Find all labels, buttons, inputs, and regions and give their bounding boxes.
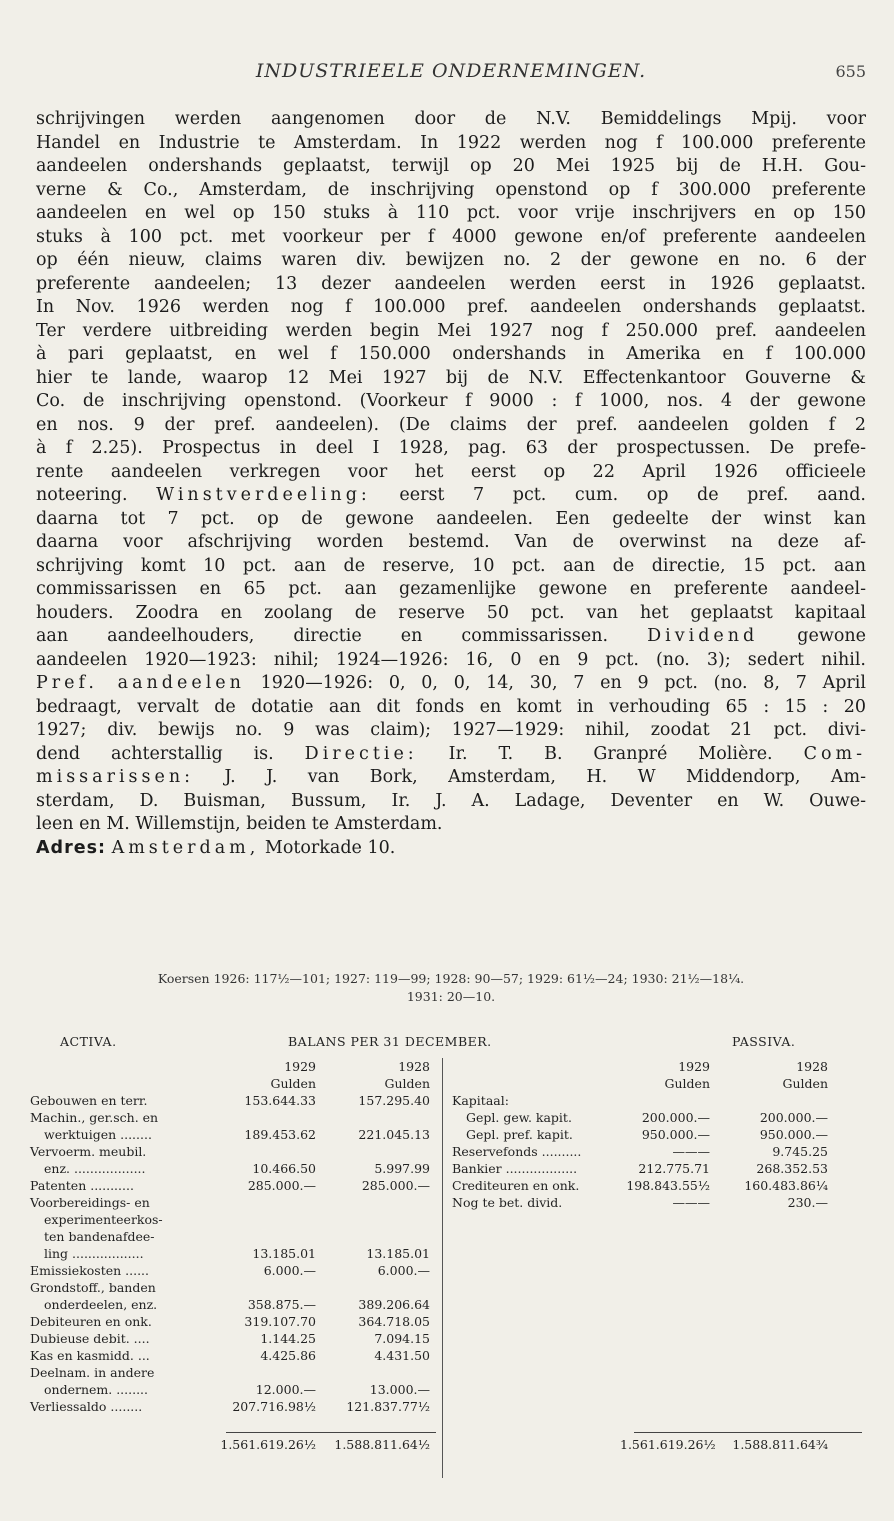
balance-row <box>452 1126 862 1143</box>
text-line: aandeelen 1920—1923: nihil; 1924—1926: 16, 0 en 9 pct. (no. 3); sedert nihil. <box>36 649 866 670</box>
balance-value-1928: 13.185.01 <box>366 1246 430 1261</box>
balance-row-label: enz. .................. <box>44 1161 146 1176</box>
balance-value-1929: 1.144.25 <box>260 1331 316 1346</box>
activa-heading: ACTIVA. <box>60 1034 117 1049</box>
balance-value-1929: 212.775.71 <box>638 1161 710 1176</box>
balance-row-label: Verliessaldo ........ <box>30 1399 143 1414</box>
balance-row <box>30 1194 440 1211</box>
text-line: stuks à 100 pct. met voorkeur per f 4000 gewone en/of preferente aandeelen <box>36 226 866 247</box>
text-line <box>36 837 866 861</box>
balance-row <box>30 1109 440 1126</box>
activa-column <box>30 1058 440 1415</box>
balance-row-label: Kas en kasmidd. ... <box>30 1348 150 1363</box>
text-line: à f 2.25). Prospectus in deel I 1928, pag. 63 der prospectussen. De prefe- <box>36 438 866 458</box>
year-1928: 1928 <box>796 1059 828 1074</box>
balance-row <box>30 1143 440 1160</box>
balance-row-label: Debiteuren en onk. <box>30 1314 152 1329</box>
year-header-row <box>30 1058 440 1075</box>
text-line <box>36 766 866 790</box>
address-label: Adres: <box>36 837 106 858</box>
text-fragment: 1920—1926: 0, 0, 0, 14, 30, 7 en 9 pct. (no. 8, 7 April <box>260 673 866 693</box>
text-line: leen en M. Willemstijn, beiden te Amsterdam. <box>36 814 443 834</box>
balance-row <box>30 1228 440 1245</box>
balance-row-label: onderdeelen, enz. <box>44 1297 158 1312</box>
passiva-totals <box>452 1436 862 1453</box>
balance-row <box>452 1143 862 1160</box>
balance-row-label: Nog te bet. divid. <box>452 1195 563 1210</box>
balance-row <box>30 1296 440 1313</box>
balance-value-1929: 4.425.86 <box>260 1348 316 1363</box>
page-title: INDUSTRIEELE ONDERNEMINGEN. <box>255 60 647 82</box>
currency-row <box>30 1075 440 1092</box>
section-term-directie: Directie: <box>304 743 418 764</box>
balance-value-1929: ——— <box>672 1195 710 1210</box>
balance-row <box>30 1245 440 1262</box>
balance-row-label: Grondstoff., banden <box>30 1280 156 1295</box>
balance-value-1929: 10.466.50 <box>252 1161 316 1176</box>
balance-value-1928: 7.094.15 <box>374 1331 430 1346</box>
balance-row-label: Machin., ger.sch. en <box>30 1110 159 1125</box>
balance-row-label: ling .................. <box>44 1246 144 1261</box>
text-line: hier te lande, waarop 12 Mei 1927 bij de N.V. Effectenkantoor Gouverne & <box>36 367 866 388</box>
balance-row-label: Crediteuren en onk. <box>452 1178 580 1193</box>
price-quotes-line: Koersen 1926: 117½—101; 1927: 119—99; 1928: 90—57; 1929: 61½—24; 1930: 21½—18¼. <box>157 971 745 986</box>
balance-row-label: Emissiekosten ...... <box>30 1263 150 1278</box>
balance-row <box>452 1160 862 1177</box>
balance-title: BALANS PER 31 DECEMBER. <box>288 1034 492 1049</box>
balance-value-1928: 5.997.99 <box>374 1161 430 1176</box>
balance-row-label: Bankier .................. <box>452 1161 578 1176</box>
body-paragraph <box>36 108 866 860</box>
balance-value-1929: ——— <box>672 1144 710 1159</box>
totals-rule <box>226 1432 436 1433</box>
total-1928: 1.588.811.64½ <box>334 1437 430 1452</box>
balance-row <box>30 1347 440 1364</box>
year-header-row <box>452 1058 862 1075</box>
text-line: rente aandeelen verkregen voor het eerst op 22 April 1926 officieele <box>36 461 866 482</box>
balance-row-label: Gebouwen en terr. <box>30 1093 148 1108</box>
balance-row-label: Deelnam. in andere <box>30 1365 155 1380</box>
balance-row-label: Gepl. gew. kapit. <box>466 1110 572 1125</box>
text-line: op één nieuw, claims waren div. bewijzen no. 2 der gewone en no. 6 der <box>36 250 866 270</box>
text-line: 1927; div. bewijs no. 9 was claim); 1927—1929: nihil, zoodat 21 pct. divi- <box>36 720 866 740</box>
balance-value-1929: 285.000.— <box>247 1178 316 1193</box>
text-fragment: aan aandeelhouders, directie en commissarissen. <box>36 626 609 646</box>
balance-row <box>30 1364 440 1381</box>
balance-row <box>30 1211 440 1228</box>
balance-row <box>30 1330 440 1347</box>
balance-row <box>30 1092 440 1109</box>
text-line: Handel en Industrie te Amsterdam. In 1922 werden nog f 100.000 preferente <box>36 132 866 153</box>
section-term-winstverdeeling: Winstverdeeling: <box>156 485 371 505</box>
text-fragment: noteering. <box>36 485 128 505</box>
price-quotes-line: 1931: 20—10. <box>406 989 496 1004</box>
total-1929: 1.561.619.26½ <box>220 1437 316 1452</box>
text-line: aandeelen en wel op 150 stuks à 110 pct. voor vrije inschrijvers en op 150 <box>36 203 866 223</box>
text-line: bedraagt, vervalt de dotatie aan dit fonds en komt in verhouding 65 : 15 : 20 <box>36 696 866 717</box>
balance-row <box>30 1126 440 1143</box>
balance-value-1928: 221.045.13 <box>358 1127 430 1142</box>
balance-value-1929: 950.000.— <box>641 1127 710 1142</box>
text-line: verne & Co., Amsterdam, de inschrijving openstond op f 300.000 preferente <box>36 179 866 200</box>
balance-value-1928: 285.000.— <box>361 1178 430 1193</box>
currency-label: Gulden <box>782 1076 828 1091</box>
balance-row <box>452 1109 862 1126</box>
balance-row <box>452 1092 862 1109</box>
address-city: Amsterdam, <box>111 837 260 858</box>
balance-value-1929: 189.453.62 <box>244 1127 316 1142</box>
currency-label: Gulden <box>270 1076 316 1091</box>
text-line: Ter verdere uitbreiding werden begin Mei 1927 nog f 250.000 pref. aandeelen <box>36 320 866 341</box>
balance-value-1929: 358.875.— <box>247 1297 316 1312</box>
text-fragment: eerst 7 pct. cum. op de pref. aand. <box>399 485 866 505</box>
balance-value-1929: 200.000.— <box>641 1110 710 1125</box>
balance-value-1928: 13.000.— <box>369 1382 430 1397</box>
balance-row <box>30 1177 440 1194</box>
year-1929: 1929 <box>678 1059 710 1074</box>
balance-row-label: werktuigen ........ <box>44 1127 152 1142</box>
text-line: preferente aandeelen; 13 dezer aandeelen werden eerst in 1926 geplaatst. <box>36 273 866 294</box>
section-term-com: Com- <box>803 743 866 764</box>
text-line: houders. Zoodra en zoolang de reserve 50 pct. van het geplaatst kapitaal <box>36 602 866 623</box>
text-line: aandeelen ondershands geplaatst, terwijl op 20 Mei 1925 bij de H.H. Gou- <box>36 156 866 176</box>
balance-value-1928: 200.000.— <box>759 1110 828 1125</box>
text-fragment: gewone <box>797 626 866 646</box>
balance-value-1929: 6.000.— <box>263 1263 316 1278</box>
balance-row <box>452 1177 862 1194</box>
balance-row <box>30 1279 440 1296</box>
balance-sheet <box>30 1034 870 1452</box>
balance-row-label: Voorbereidings- en <box>30 1195 150 1210</box>
total-1929: 1.561.619.26½ <box>620 1437 716 1452</box>
text-line: en nos. 9 der pref. aandeelen). (De claims der pref. aandeelen golden f 2 <box>36 414 866 435</box>
balance-value-1928: 950.000.— <box>759 1127 828 1142</box>
text-line: In Nov. 1926 werden nog f 100.000 pref. aandeelen ondershands geplaatst. <box>36 297 866 317</box>
section-term-commissarissen: missarissen: <box>36 767 195 787</box>
balance-row-label: Reservefonds .......... <box>452 1144 582 1159</box>
section-term-pref-aandeelen: Pref. aandeelen <box>36 673 245 693</box>
balance-value-1929: 207.716.98½ <box>232 1399 316 1414</box>
balance-value-1928: 157.295.40 <box>358 1093 430 1108</box>
text-line <box>36 672 866 696</box>
balance-value-1928: 6.000.— <box>377 1263 430 1278</box>
balance-row-label: Kapitaal: <box>452 1093 509 1108</box>
section-term-dividend: Dividend <box>647 626 759 646</box>
balance-value-1929: 198.843.55½ <box>626 1178 710 1193</box>
address-street: Motorkade 10. <box>264 837 396 858</box>
price-quotes <box>36 970 866 1006</box>
balance-header <box>30 1034 870 1056</box>
balance-value-1929: 13.185.01 <box>252 1246 316 1261</box>
balance-value-1928: 364.718.05 <box>358 1314 430 1329</box>
balance-value-1928: 230.— <box>787 1195 828 1210</box>
text-line: daarna tot 7 pct. op de gewone aandeelen. Een gedeelte der winst kan <box>36 508 866 529</box>
balance-row-label: experimenteerkos- <box>44 1212 163 1227</box>
passiva-heading: PASSIVA. <box>732 1034 796 1049</box>
page-number: 655 <box>835 62 866 81</box>
text-fragment: dend achterstallig is. <box>36 743 274 764</box>
balance-value-1928: 9.745.25 <box>772 1144 828 1159</box>
balance-row <box>30 1160 440 1177</box>
text-line <box>36 743 866 767</box>
balance-row <box>452 1194 862 1211</box>
balance-value-1928: 268.352.53 <box>756 1161 828 1176</box>
text-line: schrijvingen werden aangenomen door de N.V. Bemiddelings Mpij. voor <box>36 109 866 129</box>
text-line <box>36 484 866 508</box>
passiva-rows <box>452 1092 862 1211</box>
column-divider <box>442 1058 443 1478</box>
total-1928: 1.588.811.64¾ <box>732 1437 828 1452</box>
activa-rows <box>30 1092 440 1415</box>
currency-label: Gulden <box>664 1076 710 1091</box>
balance-row-label: Dubieuse debit. .... <box>30 1331 150 1346</box>
text-fragment: J. J. van Bork, Amsterdam, H. W Middendorp, Am- <box>224 767 866 787</box>
text-line: à pari geplaatst, en wel f 150.000 ondershands in Amerika en f 100.000 <box>36 344 866 364</box>
balance-row-label: Gepl. pref. kapit. <box>466 1127 573 1142</box>
year-1928: 1928 <box>398 1059 430 1074</box>
currency-label: Gulden <box>384 1076 430 1091</box>
balance-value-1928: 389.206.64 <box>358 1297 430 1312</box>
totals-rule <box>634 1432 862 1433</box>
balance-row <box>30 1381 440 1398</box>
text-line: daarna voor afschrijving worden bestemd. Van de overwinst na deze af- <box>36 532 866 552</box>
running-header <box>36 60 866 90</box>
balance-value-1928: 4.431.50 <box>374 1348 430 1363</box>
text-line: schrijving komt 10 pct. aan de reserve, 10 pct. aan de directie, 15 pct. aan <box>36 555 866 576</box>
balance-row <box>30 1262 440 1279</box>
text-line: commissarissen en 65 pct. aan gezamenlijke gewone en preferente aandeel- <box>36 579 866 599</box>
currency-row <box>452 1075 862 1092</box>
balance-row-label: ondernem. ........ <box>44 1382 148 1397</box>
balance-row-label: Patenten ........... <box>30 1178 134 1193</box>
balance-value-1929: 12.000.— <box>255 1382 316 1397</box>
balance-row-label: ten bandenafdee- <box>44 1229 155 1244</box>
balance-row-label: Vervoerm. meubil. <box>30 1144 147 1159</box>
text-line <box>36 625 866 649</box>
text-fragment: Ir. T. B. Granpré Molière. <box>448 743 773 764</box>
year-1929: 1929 <box>284 1059 316 1074</box>
balance-row <box>30 1398 440 1415</box>
text-line: sterdam, D. Buisman, Bussum, Ir. J. A. Ladage, Deventer en W. Ouwe- <box>36 790 866 811</box>
balance-value-1929: 319.107.70 <box>244 1314 316 1329</box>
balance-row <box>30 1313 440 1330</box>
activa-totals <box>30 1436 440 1453</box>
balance-value-1928: 121.837.77½ <box>346 1399 430 1414</box>
balance-value-1928: 160.483.86¼ <box>744 1178 828 1193</box>
balance-value-1929: 153.644.33 <box>244 1093 316 1108</box>
text-line: Co. de inschrijving openstond. (Voorkeur f 9000 : f 1000, nos. 4 der gewone <box>36 391 866 411</box>
passiva-column <box>452 1058 862 1211</box>
